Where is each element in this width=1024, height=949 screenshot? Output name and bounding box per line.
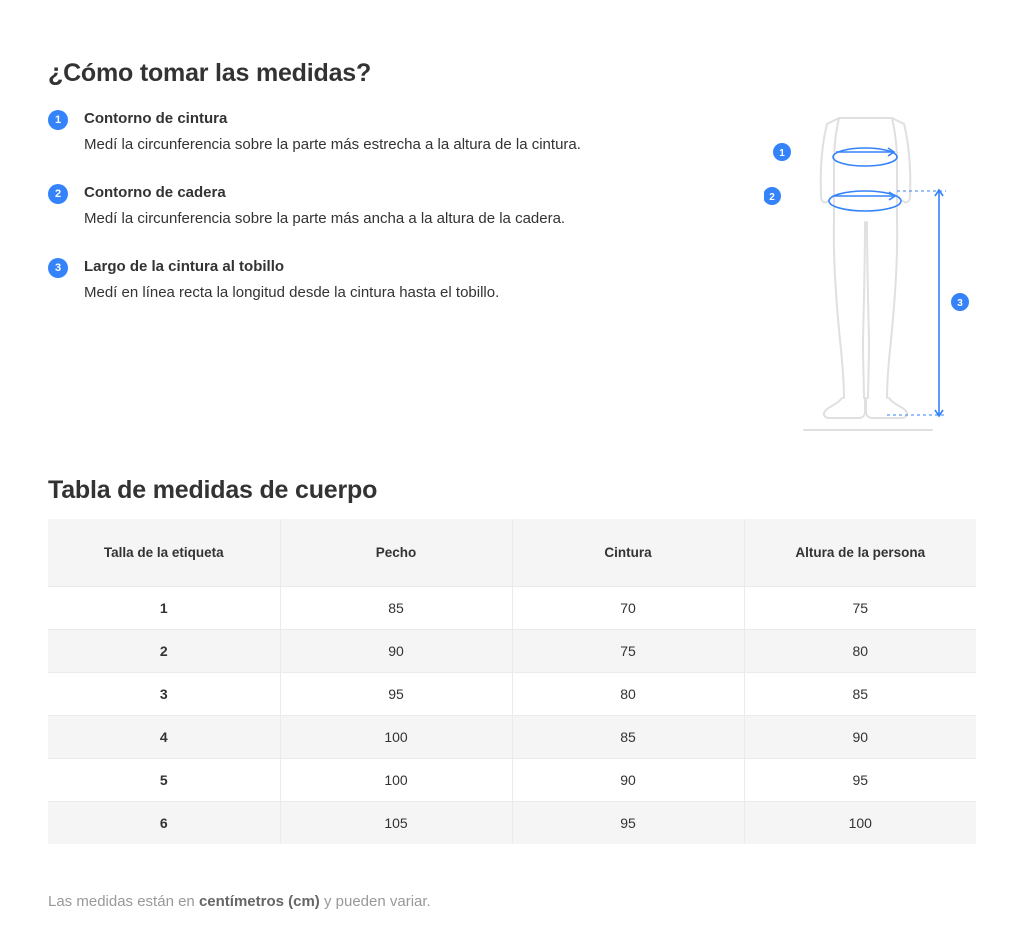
cell-size: 3 [48,673,280,716]
step-title: Largo de la cintura al tobillo [84,258,285,275]
cell-chest: 90 [280,630,512,673]
cell-waist: 90 [512,759,744,802]
cell-waist: 75 [512,630,744,673]
list-item [48,108,688,156]
cell-waist: 95 [512,802,744,845]
step-title: Contorno de cintura [84,110,228,127]
table-body [48,587,976,845]
cell-size: 2 [48,630,280,673]
cell-height: 75 [744,587,976,630]
cell-chest: 105 [280,802,512,845]
cell-size: 6 [48,802,280,845]
waist-measure-line [833,148,897,166]
illustration-marker-2 [764,187,781,205]
cell-chest: 100 [280,759,512,802]
cell-chest: 85 [280,587,512,630]
list-item [48,256,688,304]
hip-measure-line [829,191,901,211]
table-row [48,673,976,716]
cell-height: 85 [744,673,976,716]
table-header [48,519,976,587]
step-title: Contorno de cadera [84,184,226,201]
cell-chest: 100 [280,716,512,759]
svg-text:1: 1 [779,148,785,159]
units-footnote [48,893,431,910]
illustration-marker-3 [951,293,969,311]
size-measurements-table [48,519,976,844]
column-header-chest: Pecho [280,519,512,587]
table-row [48,587,976,630]
cell-waist: 80 [512,673,744,716]
cell-waist: 70 [512,587,744,630]
cell-height: 100 [744,802,976,845]
illustration-marker-1 [773,143,791,161]
cell-size: 4 [48,716,280,759]
svg-text:3: 3 [957,298,963,309]
body-measurement-illustration [764,100,994,440]
length-measure-line [887,190,946,416]
measurement-steps-list [48,108,688,304]
step-description: Medí la circunferencia sobre la parte más estrecha a la altura de la cintura. [84,136,581,153]
page-title: ¿Cómo tomar las medidas? [48,58,372,87]
table-title: Tabla de medidas de cuerpo [48,475,378,504]
cell-chest: 95 [280,673,512,716]
footnote-suffix: y pueden variar. [319,893,431,910]
table-row [48,802,976,845]
cell-size: 5 [48,759,280,802]
figure-outline [804,118,932,430]
table-row [48,716,976,759]
step-number-badge: 1 [48,110,68,130]
list-item [48,182,688,230]
cell-height: 95 [744,759,976,802]
cell-height: 90 [744,716,976,759]
table-row [48,759,976,802]
footnote-prefix: Las medidas están en [48,893,199,910]
cell-height: 80 [744,630,976,673]
footnote-unit: centímetros (cm) [198,893,320,910]
column-header-height: Altura de la persona [744,519,976,587]
step-number-badge: 2 [48,184,68,204]
cell-size: 1 [48,587,280,630]
column-header-waist: Cintura [512,519,744,587]
step-description: Medí la circunferencia sobre la parte más ancha a la altura de la cadera. [84,210,566,227]
table-header-row [48,519,976,587]
svg-text:2: 2 [769,192,775,203]
table-row [48,630,976,673]
step-number-badge: 3 [48,258,68,278]
cell-waist: 85 [512,716,744,759]
column-header-size: Talla de la etiqueta [48,519,280,587]
step-description: Medí en línea recta la longitud desde la cintura hasta el tobillo. [84,284,500,301]
